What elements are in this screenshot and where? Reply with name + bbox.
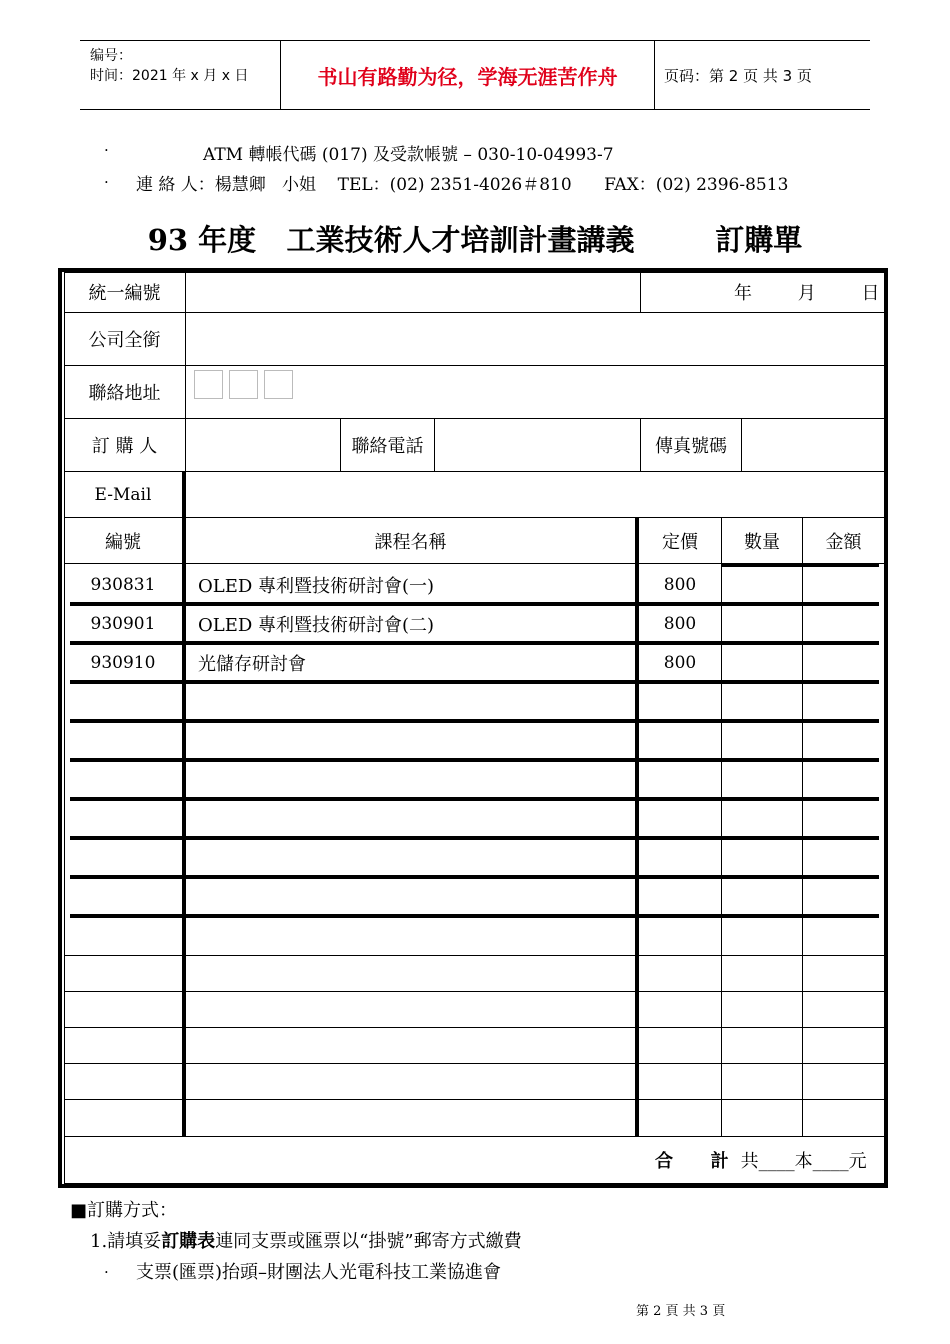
bullet-marker: ·	[104, 173, 109, 191]
header-meta	[80, 41, 280, 109]
row-course-name: 光儲存研討會	[198, 654, 306, 675]
total-label: 合 計	[655, 1151, 729, 1172]
unified-no-field[interactable]	[186, 272, 640, 312]
form-rule-bold	[182, 471, 186, 1136]
document-header	[80, 40, 870, 110]
form-rule-bold	[70, 758, 879, 762]
header-divider	[654, 41, 655, 109]
row-amount-field[interactable]	[803, 645, 879, 681]
date-field[interactable]: 年 月 日	[734, 283, 880, 304]
header-motto: 书山有路勤为径，学海无涯苦作舟	[317, 64, 618, 89]
row-price: 800	[663, 614, 697, 634]
column-header-amount: 金額	[825, 531, 862, 553]
company-field[interactable]	[186, 313, 884, 365]
form-rule-bold	[70, 719, 879, 723]
buyer-label: 訂 購 人	[91, 436, 158, 457]
fax-label: 傳真號碼	[655, 436, 727, 457]
form-rule	[64, 991, 885, 992]
row-quantity-field[interactable]	[722, 645, 802, 681]
total-summary: 共____本____元	[740, 1151, 867, 1172]
unified-no-label: 統一編號	[88, 283, 161, 304]
row-amount-field[interactable]	[803, 606, 879, 642]
column-header-quantity: 數量	[744, 531, 780, 553]
bullet-marker: ·	[104, 141, 109, 159]
postal-code-box[interactable]	[194, 370, 223, 399]
column-header-price: 定價	[662, 531, 698, 553]
row-course-no: 930910	[90, 653, 156, 673]
form-rule-bold	[70, 797, 879, 801]
form-rule	[64, 1063, 885, 1064]
form-rule	[64, 955, 885, 956]
row-quantity-field[interactable]	[722, 567, 802, 603]
form-rule-bold	[70, 875, 879, 879]
row-course-name: OLED 專利暨技術研討會(二)	[198, 615, 435, 636]
company-label: 公司全銜	[88, 330, 161, 351]
row-course-name: OLED 專利暨技術研討會(一)	[198, 576, 435, 597]
contact-info-line: 連 絡 人：楊慧卿 小姐 TEL：(02) 2351-4026＃810 FAX：(02) 2396-8513	[136, 175, 789, 195]
page-footer: 第 2 頁 共 3 頁	[636, 1304, 726, 1319]
row-course-no: 930901	[90, 614, 156, 634]
email-field[interactable]	[186, 472, 884, 517]
order-method-step1	[90, 1227, 522, 1253]
row-course-no: 930831	[90, 575, 156, 595]
time-label: 时间：2021 年 x 月 x 日	[90, 68, 249, 84]
column-header-no: 編號	[105, 531, 141, 553]
address-label: 聯絡地址	[88, 383, 161, 404]
form-rule	[64, 563, 885, 564]
total-row	[655, 1140, 885, 1180]
row-price: 800	[663, 653, 697, 673]
atm-info-line: ATM 轉帳代碼 (017) 及受款帳號 – 030-10-04993-7	[203, 145, 614, 165]
step1-prefix: 1.請填妥	[90, 1231, 162, 1252]
page-title: 93 年度 工業技術人才培訓計畫講義 訂購單	[147, 223, 803, 257]
phone-label: 聯絡電話	[351, 436, 424, 457]
form-rule	[64, 1027, 885, 1028]
form-rule-bold	[70, 836, 879, 840]
fax-field[interactable]	[742, 419, 884, 471]
header-page-info: 页码：第 2 页 共 3 页	[664, 66, 812, 85]
row-quantity-field[interactable]	[722, 606, 802, 642]
column-header-course: 課程名稱	[374, 531, 447, 553]
phone-field[interactable]	[435, 419, 640, 471]
order-form-emphasis: 訂購表	[161, 1231, 216, 1252]
buyer-field[interactable]	[186, 419, 340, 471]
form-rule	[64, 1099, 885, 1100]
form-rule	[640, 272, 641, 312]
email-label: E-Mail	[94, 484, 152, 505]
postal-code-box[interactable]	[229, 370, 258, 399]
postal-code-box[interactable]	[264, 370, 293, 399]
order-method-heading: ■訂購方式：	[70, 1200, 178, 1221]
form-rule-bold	[70, 914, 879, 918]
serial-label: 编号：	[90, 48, 132, 64]
row-amount-field[interactable]	[803, 567, 879, 603]
bullet-marker: ·	[104, 1263, 109, 1281]
form-rule	[64, 1136, 885, 1137]
row-price: 800	[663, 575, 697, 595]
payee-line: 支票(匯票)抬頭–財團法人光電科技工業協進會	[136, 1262, 502, 1283]
step1-suffix: 連同支票或匯票以“掛號”郵寄方式繳費	[215, 1231, 522, 1252]
